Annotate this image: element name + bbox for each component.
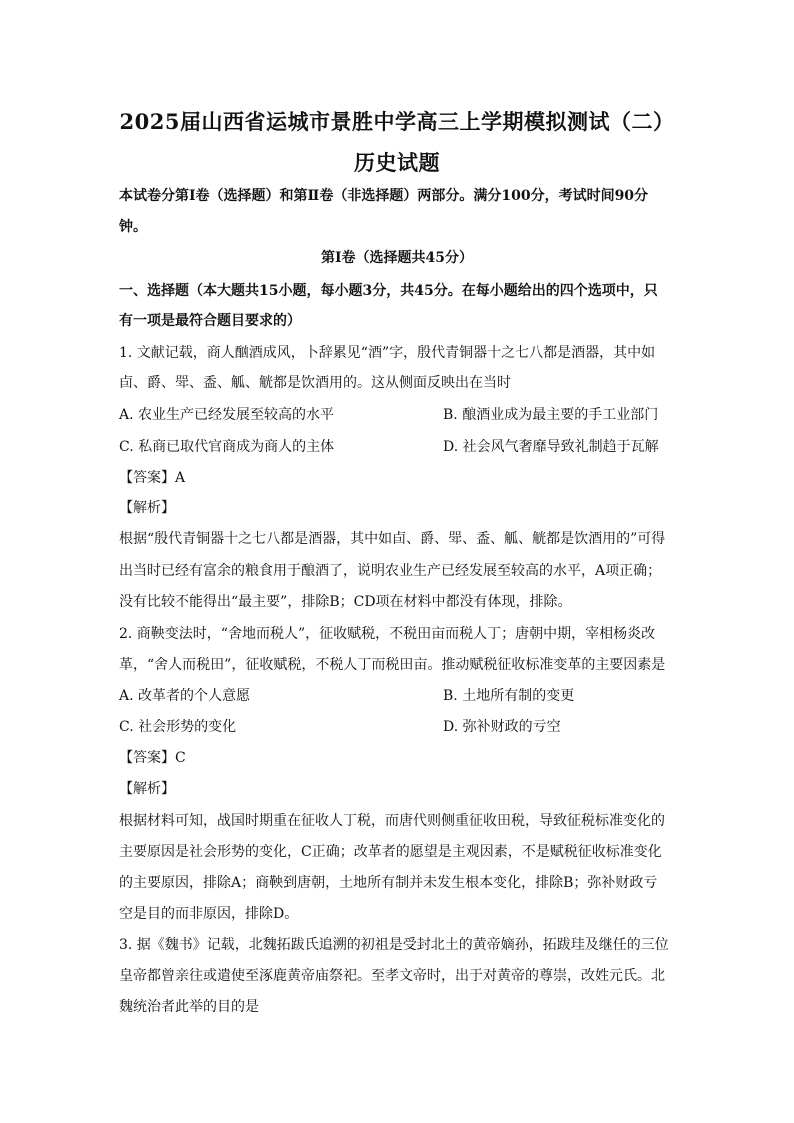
q2-analysis-line-3: 的主要原因，排除A；商鞅到唐朝，土地所有制并未发生根本变化，排除B；弥补财政亏 xyxy=(119,875,658,891)
q1-option-c: C. 私商已取代官商成为商人的主体 xyxy=(119,439,335,455)
q2-option-a: A. 改革者的个人意愿 xyxy=(119,688,251,704)
q2-answer: 【答案】C xyxy=(119,750,186,766)
q1-stem-line-1: 1. 文献记载，商人酗酒成风，卜辞累见“酒”字，殷代青铜器十之七八都是酒器，其中如 xyxy=(119,345,656,361)
q2-stem-line-1: 2. 商鞅变法时，“舍地而税人”，征收赋税，不税田亩而税人丁；唐朝中期，宰相杨炎改 xyxy=(119,626,656,642)
intro-line-1: 本试卷分第Ⅰ卷（选择题）和第Ⅱ卷（非选择题）两部分。满分100分，考试时间90分 xyxy=(119,188,649,204)
section-title: 第Ⅰ卷（选择题共45分） xyxy=(320,250,474,266)
q3-stem-line-1: 3. 据《魏书》记载，北魏拓跋氏追溯的初祖是受封北土的黄帝嫡孙，拓跋珪及继任的三位 xyxy=(119,937,669,953)
q3-stem-line-3: 魏统治者此举的目的是 xyxy=(119,999,259,1015)
q1-option-d: D. 社会风气奢靡导致礼制趋于瓦解 xyxy=(443,439,659,455)
q2-analysis-line-4: 空是目的而非原因，排除D。 xyxy=(119,906,299,922)
exam-subtitle: 历史试题 xyxy=(354,150,440,175)
q1-analysis-label: 【解析】 xyxy=(119,500,175,516)
q2-option-b: B. 土地所有制的变更 xyxy=(443,688,575,704)
q2-option-d: D. 弥补财政的亏空 xyxy=(443,719,561,735)
section-instruction-1: 一、选择题（本大题共15小题，每小题3分，共45分。在每小题给出的四个选项中，只 xyxy=(119,283,658,299)
q1-analysis-line-2: 出当时已经有富余的粮食用于酿酒了，说明农业生产已经发展至较高的水平，A项正确； xyxy=(119,563,662,579)
q1-stem-line-2: 卣、爵、斝、盉、觚、觥都是饮酒用的。这从侧面反映出在当时 xyxy=(119,375,511,391)
q1-option-a: A. 农业生产已经发展至较高的水平 xyxy=(119,407,335,423)
q2-stem-line-2: 革，“舍人而税田”，征收赋税，不税人丁而税田亩。推动赋税征收标准变革的主要因素是 xyxy=(119,657,666,673)
q2-option-c: C. 社会形势的变化 xyxy=(119,719,237,735)
q2-analysis-line-1: 根据材料可知，战国时期重在征收人丁税，而唐代则侧重征收田税，导致征税标准变化的 xyxy=(119,813,665,829)
q1-analysis-line-1: 根据“殷代青铜器十之七八都是酒器，其中如卣、爵、斝、盉、觚、觥都是饮酒用的”可得 xyxy=(119,531,666,547)
q2-analysis-label: 【解析】 xyxy=(119,781,175,797)
q2-analysis-line-2: 主要原因是社会形势的变化，C正确；改革者的愿望是主观因素，不是赋税征收标准变化 xyxy=(119,844,662,860)
section-instruction-2: 有一项是最符合题目要求的） xyxy=(119,313,301,329)
q1-answer: 【答案】A xyxy=(119,470,186,486)
q3-stem-line-2: 皇帝都曾亲往或遣使至涿鹿黄帝庙祭祀。至孝文帝时，出于对黄帝的尊崇，改姓元氏。北 xyxy=(119,968,665,984)
exam-title: 2025届山西省运城市景胜中学高三上学期模拟测试（二） xyxy=(119,109,675,134)
intro-line-2: 钟。 xyxy=(119,219,147,235)
q1-analysis-line-3: 没有比较不能得出“最主要”，排除B；CD项在材料中都没有体现，排除。 xyxy=(119,594,572,610)
q1-option-b: B. 酿酒业成为最主要的手工业部门 xyxy=(443,407,659,423)
